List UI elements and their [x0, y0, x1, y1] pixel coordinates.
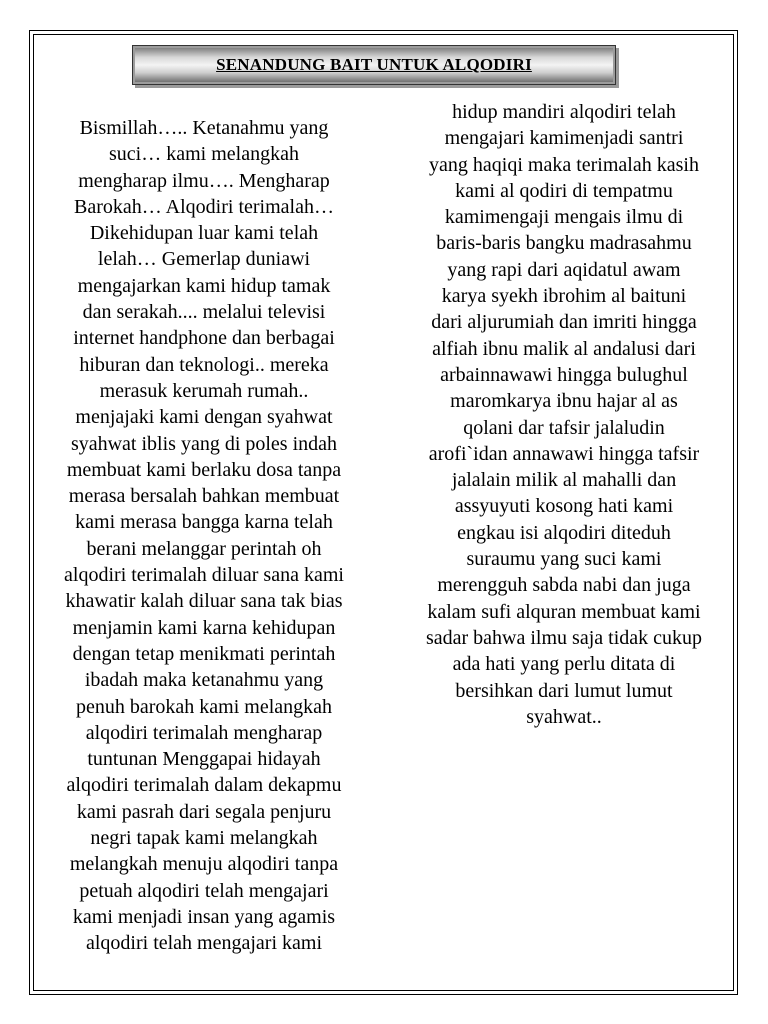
poem-right-column: hidup mandiri alqodiri telah mengajari kamimenjadi santri yang haqiqi maka terimalah kasih kami al qodiri di tempatmu kamimengaji mengais ilmu di baris-baris bangku madrasahmu yang rapi dari aqidatul awam karya syekh ibrohim al baituni dari aljurumiah dan imriti hingga alfiah ibnu malik al andalusi dari arbainnawawi hingga bulughul maromkarya ibnu hajar al as qolani dar tafsir jalaludin arofi`idan annawawi hingga tafsir jalalain milik al mahalli dan assyuyuti kosong hati kami engkau isi alqodiri diteduh suraumu yang suci kami merengguh sabda nabi dan juga kalam sufi alquran membuat kami sadar bahwa ilmu saja tidak cukup ada hati yang perlu ditata di bersihkan dari lumut lumut syahwat..	[425, 101, 703, 728]
document-title: SENANDUNG BAIT UNTUK ALQODIRI	[216, 55, 532, 74]
title-banner	[132, 45, 616, 85]
poem-left-column: Bismillah….. Ketanahmu yang suci… kami melangkah mengharap ilmu…. Mengharap Barokah… Alqodiri terimalah… Dikehidupan luar kami telah lelah… Gemerlap duniawi mengajarkan kami hidup tamak dan serakah.... melalui televisi internet handphone dan berbagai hiburan dan teknologi.. mereka merasuk kerumah rumah.. menjajaki kami dengan syahwat syahwat iblis yang di poles indah membuat kami berlaku dosa tanpa merasa bersalah bahkan membuat kami merasa bangga karna telah berani melanggar perintah oh alqodiri terimalah diluar sana kami khawatir kalah diluar sana tak bias menjamin kami karna kehidupan dengan tetap menikmati perintah ibadah maka ketanahmu yang penuh barokah kami melangkah alqodiri terimalah mengharap tuntunan Menggapai hidayah alqodiri terimalah dalam dekapmu kami pasrah dari segala penjuru negri tapak kami melangkah melangkah menuju alqodiri tanpa petuah alqodiri telah mengajari kami menjadi insan yang agamis alqodiri telah mengajari kami	[64, 117, 344, 955]
